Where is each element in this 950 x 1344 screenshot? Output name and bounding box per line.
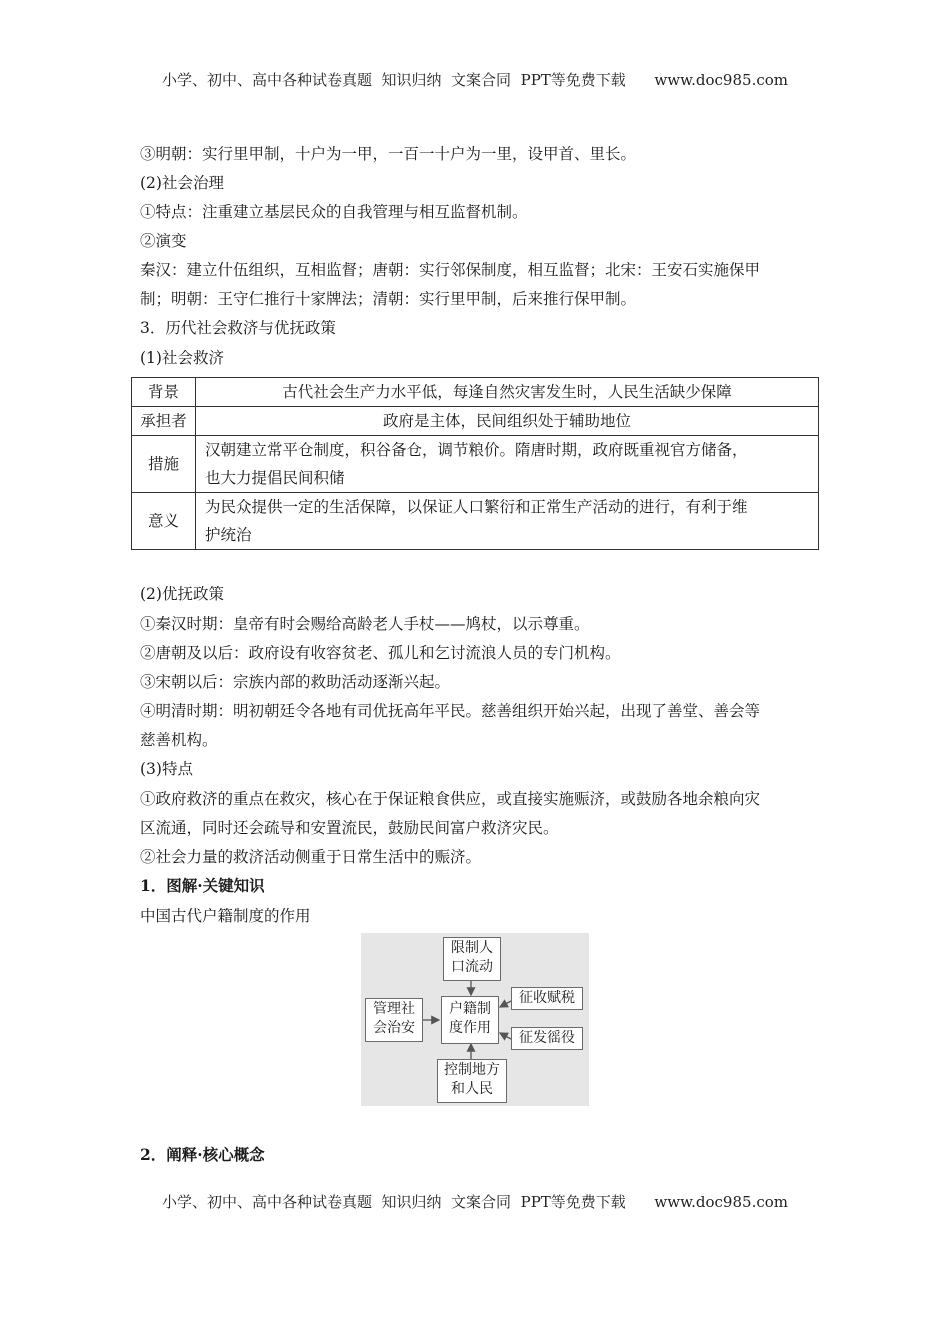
arrow-right-top (500, 1001, 511, 1007)
node-line: 征收赋税 (519, 990, 575, 1006)
youfu-item-2: ②唐朝及以后：政府设有收容贫老、孤儿和乞讨流浪人员的专门机构。 (140, 644, 621, 662)
features-heading: (3)特点 (140, 760, 193, 778)
row-value-line-1: 为民众提供一定的生活保障，以保证人口繁衍和正常生产活动的进行，有利于维 (205, 498, 748, 516)
node-line: 征发徭役 (519, 1030, 575, 1046)
core-concepts-title: 2．阐释·核心概念 (140, 1145, 265, 1164)
feature-1-line-1: ①政府救济的重点在救灾，核心在于保证粮食供应，或直接实施赈济，或鼓励各地余粮向灾 (140, 790, 761, 808)
row-value (196, 436, 819, 493)
arrow-right-bottom (500, 1033, 511, 1039)
row-value: 古代社会生产力水平低，每逢自然灾害发生时，人民生活缺少保障 (196, 378, 819, 407)
youfu-heading: (2)优抚政策 (140, 585, 224, 603)
page-footer: 小学、初中、高中各种试卷真题 知识归纳 文案合同 PPT等免费下载 www.doc985.com (161, 1193, 788, 1211)
youfu-item-1: ①秦汉时期：皇帝有时会赐给高龄老人手杖——鸠杖，以示尊重。 (140, 615, 590, 633)
table-row (132, 436, 819, 493)
row-key: 背景 (132, 378, 196, 407)
governance-evolution-heading: ②演变 (140, 232, 187, 250)
governance-feature: ①特点：注重建立基层民众的自我管理与相互监督机制。 (140, 203, 528, 221)
page-header: 小学、初中、高中各种试卷真题 知识归纳 文案合同 PPT等免费下载 www.doc985.com (161, 71, 788, 89)
row-value-line-2: 护统治 (205, 526, 252, 544)
social-relief-table (131, 377, 819, 550)
node-line: 管理社 (373, 1001, 415, 1017)
diagram-node-public-order (365, 998, 423, 1042)
node-line: 限制人 (451, 940, 493, 956)
node-line: 会治安 (373, 1020, 415, 1036)
youfu-item-4-line-1: ④明清时期：明初朝廷令各地有司优抚高年平民。慈善组织开始兴起，出现了善堂、善会等 (140, 702, 761, 720)
node-line: 控制地方 (444, 1062, 500, 1078)
table-row (132, 493, 819, 550)
row-value-line-1: 汉朝建立常平仓制度，积谷备仓，调节粮价。隋唐时期，政府既重视官方储备， (205, 441, 748, 459)
row-key: 承担者 (132, 407, 196, 436)
diagram-node-restrict-mobility (443, 937, 501, 981)
governance-heading: (2)社会治理 (140, 174, 224, 192)
key-knowledge-title: 1．图解·关键知识 (140, 876, 265, 895)
row-value: 政府是主体，民间组织处于辅助地位 (196, 407, 819, 436)
section-3-title: 3．历代社会救济与优抚政策 (140, 319, 336, 337)
diagram-node-corvee (511, 1027, 583, 1050)
node-line: 户籍制 (449, 1001, 491, 1017)
diagram-node-control-localities (437, 1059, 507, 1103)
diagram-caption: 中国古代户籍制度的作用 (140, 907, 311, 925)
relief-heading: (1)社会救济 (140, 349, 224, 367)
feature-1-line-2: 区流通，同时还会疏导和安置流民，鼓励民间富户救济灾民。 (140, 819, 559, 837)
node-line: 度作用 (449, 1020, 491, 1036)
household-registration-diagram (361, 933, 589, 1106)
row-key: 意义 (132, 493, 196, 550)
node-line: 和人民 (451, 1081, 493, 1097)
row-key: 措施 (132, 436, 196, 493)
evolution-line-1: 秦汉：建立什伍组织，互相监督；唐朝：实行邻保制度，相互监督；北宋：王安石实施保甲 (140, 261, 761, 279)
ming-baojia-line: ③明朝：实行里甲制，十户为一甲，一百一十户为一里，设甲首、里长。 (140, 145, 637, 163)
row-value (196, 493, 819, 550)
youfu-item-3: ③宋朝以后：宗族内部的救助活动逐渐兴起。 (140, 673, 451, 691)
evolution-line-2: 制；明朝：王守仁推行十家牌法；清朝：实行里甲制，后来推行保甲制。 (140, 290, 637, 308)
table-row (132, 378, 819, 407)
diagram-node-center (441, 996, 499, 1044)
youfu-item-4-line-2: 慈善机构。 (140, 731, 218, 749)
node-line: 口流动 (451, 959, 493, 975)
diagram-node-collect-taxes (511, 987, 583, 1010)
table-row (132, 407, 819, 436)
row-value-line-2: 也大力提倡民间积储 (205, 469, 345, 487)
feature-2: ②社会力量的救济活动侧重于日常生活中的赈济。 (140, 848, 482, 866)
